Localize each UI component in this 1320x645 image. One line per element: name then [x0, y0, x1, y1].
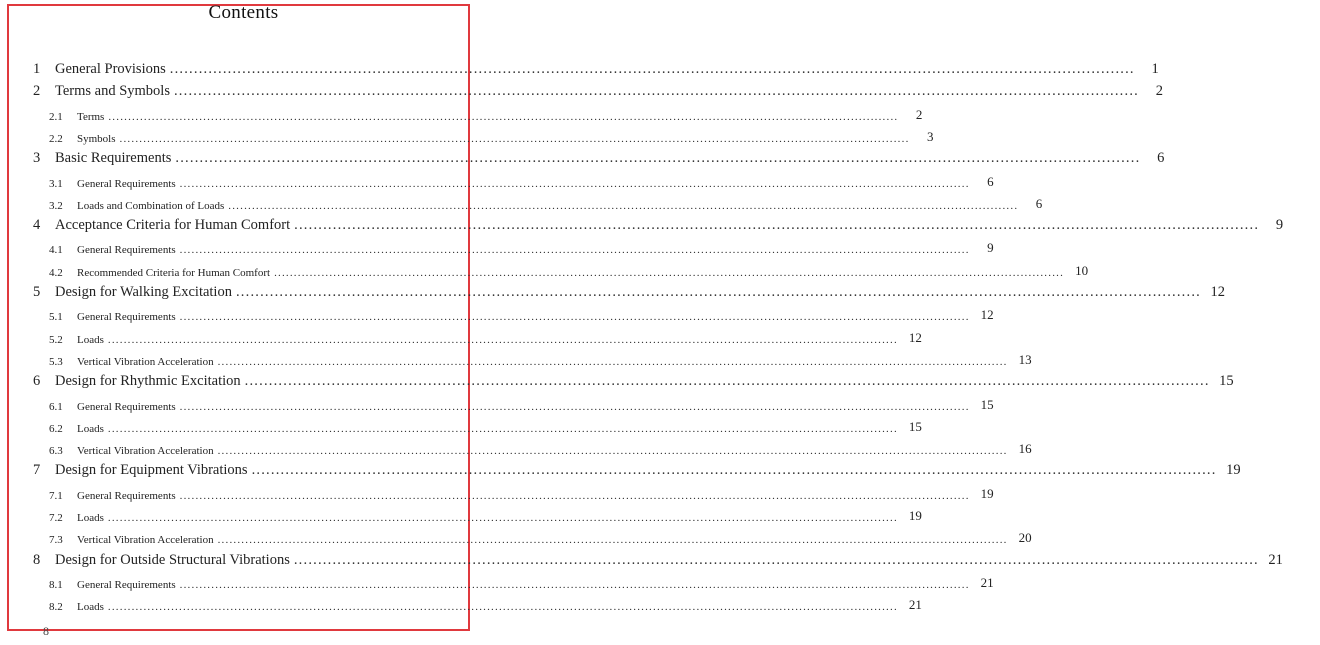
entry-title: Acceptance Criteria for Human Comfort	[55, 217, 291, 234]
toc-section-entry[interactable]	[0, 261, 1089, 279]
entry-title: Loads and Combination of Loads	[77, 199, 225, 212]
entry-number: 8.1	[49, 578, 63, 591]
entry-number: 3.2	[49, 199, 63, 212]
toc-chapter-entry[interactable]	[0, 372, 1234, 390]
entry-number: 6.3	[49, 445, 63, 458]
dot-leader: ........................................................................................................................................................................................................	[179, 244, 970, 257]
dot-leader: ........................................................................................................................................................................................................	[217, 355, 1008, 368]
entry-title: Vertical Vibration Acceleration	[77, 534, 214, 547]
entry-page-number: 9	[1275, 217, 1284, 234]
entry-page-number: 2	[1155, 83, 1163, 100]
entry-title: General Requirements	[77, 578, 176, 591]
entry-title: Loads	[77, 333, 104, 346]
entry-page-number: 9	[987, 240, 994, 256]
entry-page-number: 6	[987, 173, 994, 189]
dot-leader: ........................................................................................................................................................................................................	[179, 400, 970, 413]
entry-title: Design for Equipment Vibrations	[55, 462, 248, 479]
dot-leader: ........................................................................................................................................................................................................	[108, 110, 899, 123]
dot-leader: ........................................................................................................................................................................................................	[169, 61, 1135, 77]
toc-section-entry[interactable]	[0, 484, 994, 502]
entry-page-number: 12	[980, 307, 994, 323]
entry-number: 1	[33, 61, 41, 77]
entry-title: General Requirements	[77, 489, 176, 502]
entry-title: Design for Rhythmic Excitation	[55, 373, 241, 390]
toc-section-entry[interactable]	[0, 573, 994, 591]
toc-section-entry[interactable]	[0, 528, 1032, 547]
entry-number: 6.2	[49, 422, 63, 435]
entry-number: 2.1	[49, 110, 63, 123]
entry-page-number: 19	[908, 508, 922, 523]
entry-page-number: 13	[1018, 351, 1032, 367]
dot-leader: ........................................................................................................................................................................................................	[217, 534, 1008, 547]
entry-page-number: 16	[1018, 441, 1032, 457]
entry-page-number: 15	[908, 418, 922, 434]
entry-number: 5	[33, 284, 41, 300]
toc-chapter-entry[interactable]	[0, 149, 1165, 167]
dot-leader: ........................................................................................................................................................................................................	[107, 333, 898, 346]
dot-leader: ........................................................................................................................................................................................................	[119, 132, 910, 145]
toc-chapter-entry[interactable]	[0, 216, 1284, 234]
dot-leader: ........................................................................................................................................................................................................	[274, 266, 1065, 279]
entry-number: 5.2	[49, 333, 63, 346]
toc-section-entry[interactable]	[0, 194, 1043, 212]
entry-title: Basic Requirements	[55, 150, 172, 167]
entry-number: 3	[33, 150, 41, 167]
entry-title: Vertical Vibration Acceleration	[77, 355, 214, 368]
entry-title: Terms	[77, 110, 105, 123]
entry-page-number: 12	[908, 329, 922, 345]
entry-page-number: 15	[1219, 373, 1234, 390]
entry-page-number: 6	[1035, 195, 1043, 211]
entry-page-number: 10	[1075, 262, 1089, 278]
entry-page-number: 6	[1157, 150, 1165, 167]
page-number: 8	[43, 624, 49, 638]
entry-page-number: 20	[1018, 530, 1032, 546]
toc-section-entry[interactable]	[0, 506, 922, 524]
entry-number: 8	[33, 551, 41, 568]
dot-leader: ........................................................................................................................................................................................................	[293, 551, 1259, 568]
entry-page-number: 1	[1151, 61, 1159, 77]
entry-page-number: 15	[980, 396, 994, 412]
entry-number: 6	[33, 373, 41, 390]
dot-leader: ........................................................................................................................................................................................................	[179, 489, 970, 502]
toc-section-entry[interactable]	[0, 127, 934, 145]
dot-leader: ........................................................................................................................................................................................................	[244, 373, 1210, 390]
entry-title: Terms and Symbols	[55, 83, 170, 100]
entry-title: Vertical Vibration Acceleration	[77, 445, 214, 458]
entry-page-number: 2	[915, 106, 923, 122]
page-title: Contents	[208, 2, 279, 23]
entry-title: Loads	[77, 422, 104, 435]
dot-leader: ........................................................................................................................................................................................................	[175, 150, 1141, 167]
toc-section-entry[interactable]	[0, 417, 922, 435]
entry-page-number: 21	[908, 597, 922, 613]
entry-title: Loads	[77, 601, 104, 614]
entry-title: Recommended Criteria for Human Comfort	[77, 266, 271, 279]
entry-title: Design for Outside Structural Vibrations	[55, 551, 290, 568]
entry-page-number: 12	[1210, 284, 1225, 300]
toc-chapter-entry[interactable]	[0, 82, 1163, 100]
toc-section-entry[interactable]	[0, 328, 922, 346]
entry-number: 3.1	[49, 177, 63, 190]
entry-page-number: 19	[980, 485, 994, 501]
toc-section-entry[interactable]	[0, 105, 923, 123]
entry-number: 4.2	[49, 266, 63, 279]
dot-leader: ........................................................................................................................................................................................................	[107, 601, 898, 614]
entry-number: 4	[33, 217, 41, 234]
entry-number: 7.2	[49, 512, 63, 524]
dot-leader: ........................................................................................................................................................................................................	[107, 422, 898, 435]
dot-leader: ........................................................................................................................................................................................................	[179, 177, 970, 190]
entry-page-number: 19	[1226, 462, 1241, 479]
entry-page-number: 21	[980, 574, 994, 590]
toc-section-entry[interactable]	[0, 238, 994, 257]
entry-page-number: 21	[1268, 551, 1283, 568]
dot-leader: ........................................................................................................................................................................................................	[179, 578, 970, 591]
dot-leader: ........................................................................................................................................................................................................	[294, 217, 1260, 234]
dot-leader: ........................................................................................................................................................................................................	[107, 512, 898, 524]
entry-number: 7.3	[49, 534, 63, 547]
toc-chapter-entry[interactable]	[0, 461, 1241, 479]
dot-leader: ........................................................................................................................................................................................................	[179, 311, 970, 324]
entry-number: 6.1	[49, 400, 63, 413]
entry-number: 7.1	[49, 489, 63, 502]
entry-number: 2	[33, 83, 41, 100]
toc-section-entry[interactable]	[0, 595, 922, 614]
dot-leader: ........................................................................................................................................................................................................	[235, 284, 1201, 300]
toc-section-entry[interactable]	[0, 172, 994, 190]
entry-title: Symbols	[77, 132, 116, 145]
dot-leader: ........................................................................................................................................................................................................	[173, 83, 1139, 100]
entry-title: General Requirements	[77, 177, 176, 190]
entry-number: 5.1	[49, 311, 63, 324]
dot-leader: ........................................................................................................................................................................................................	[217, 445, 1008, 458]
toc-section-entry[interactable]	[0, 395, 994, 413]
entry-number: 4.1	[49, 244, 63, 257]
entry-number: 8.2	[49, 601, 63, 614]
toc-chapter-entry[interactable]	[0, 283, 1225, 301]
entry-page-number: 3	[927, 128, 934, 144]
entry-title: General Provisions	[55, 61, 166, 77]
entry-title: Loads	[77, 512, 104, 524]
entry-title: Design for Walking Excitation	[55, 284, 232, 300]
entry-title: General Requirements	[77, 311, 176, 324]
toc-chapter-entry[interactable]	[0, 551, 1283, 569]
toc-chapter-entry[interactable]	[0, 60, 1159, 78]
entry-number: 5.3	[49, 355, 63, 368]
dot-leader: ........................................................................................................................................................................................................	[251, 462, 1217, 479]
entry-title: General Requirements	[77, 244, 176, 257]
entry-title: General Requirements	[77, 400, 176, 413]
toc-section-entry[interactable]	[0, 305, 994, 324]
entry-number: 7	[33, 462, 41, 479]
dot-leader: ........................................................................................................................................................................................................	[228, 199, 1019, 212]
entry-number: 2.2	[49, 132, 63, 145]
toc-section-entry[interactable]	[0, 439, 1032, 458]
toc-section-entry[interactable]	[0, 350, 1032, 368]
